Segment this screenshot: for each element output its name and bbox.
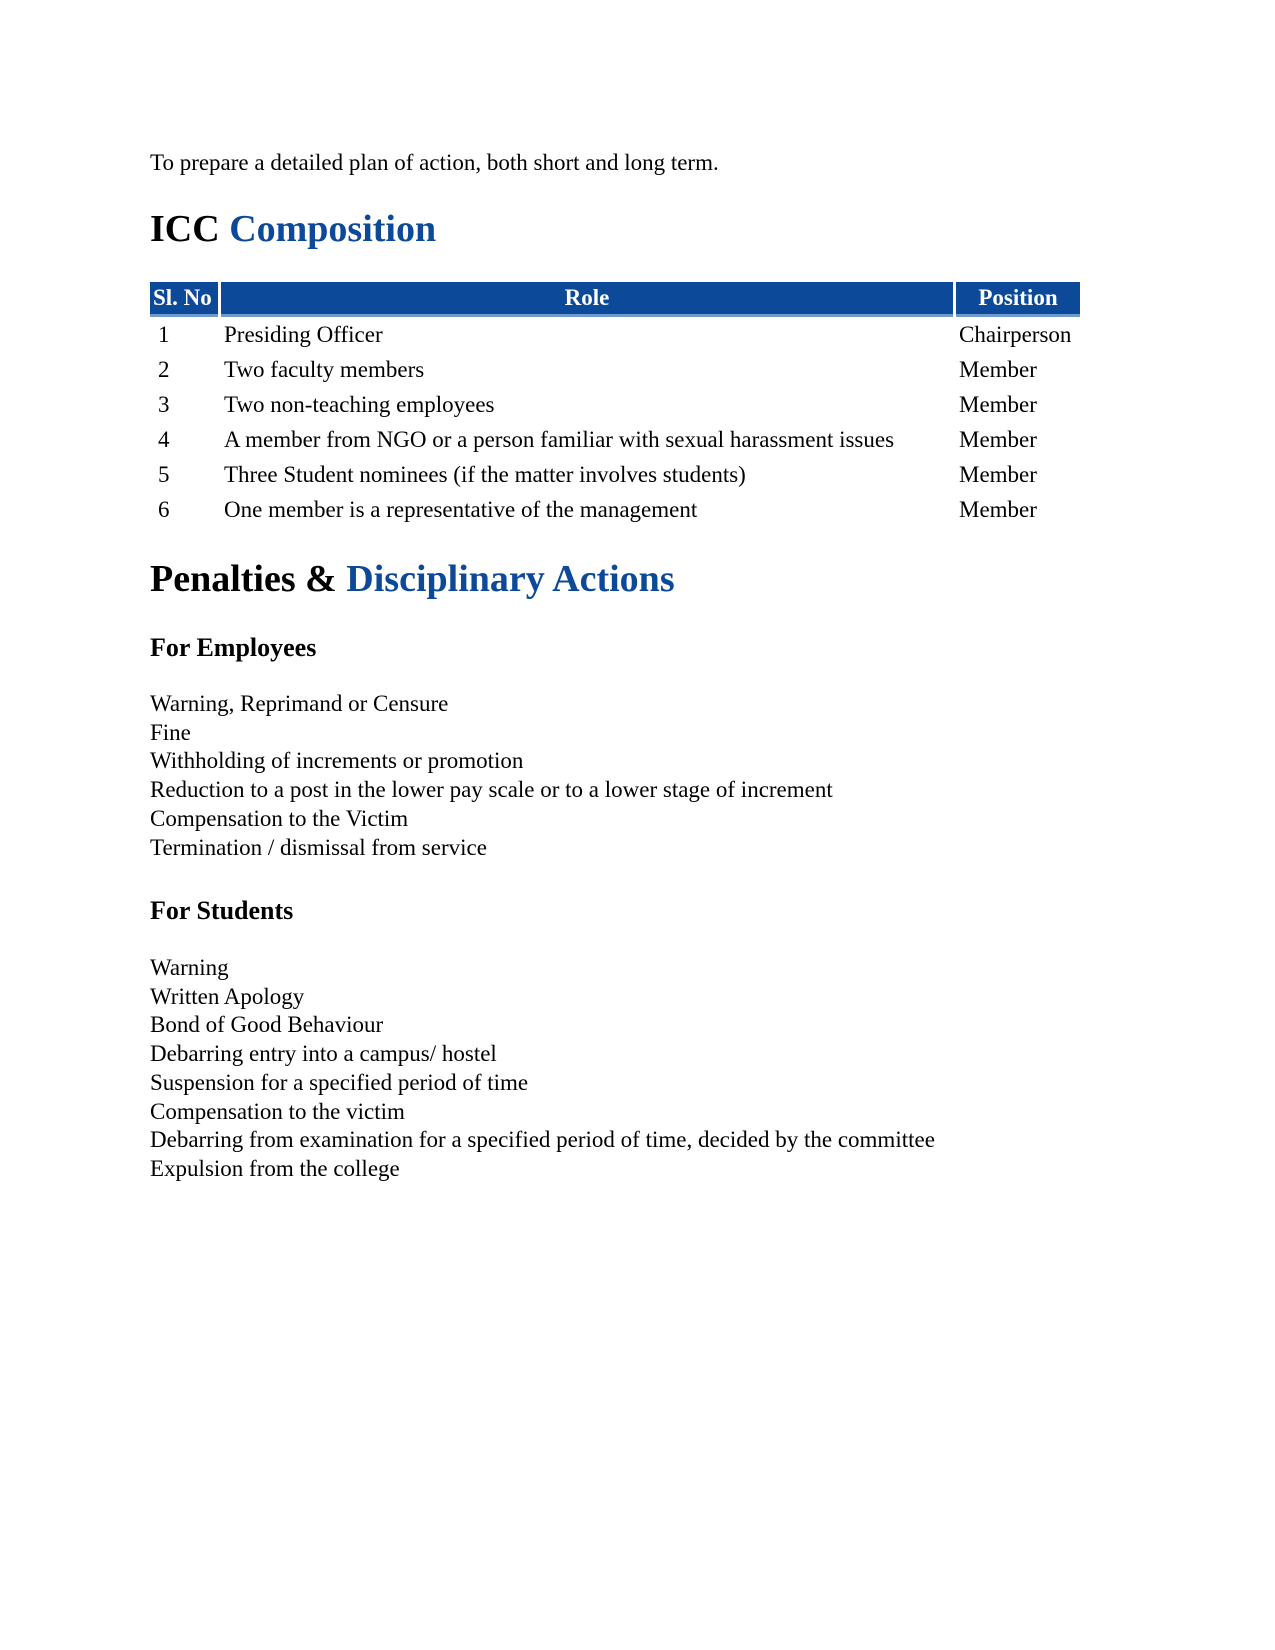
cell-sl-no: 4 bbox=[158, 426, 170, 452]
heading-black-part: Penalties & bbox=[150, 558, 337, 600]
cell-role: A member from NGO or a person familiar with sexual harassment issues bbox=[224, 426, 895, 452]
cell-role: Two non-teaching employees bbox=[224, 391, 495, 417]
heading-accent-part: Composition bbox=[229, 208, 437, 250]
employees-penalty-list bbox=[150, 690, 833, 862]
table-row bbox=[150, 422, 1080, 457]
heading-black-part: ICC bbox=[150, 208, 220, 250]
header-role: Role bbox=[221, 282, 953, 317]
cell-sl-no: 3 bbox=[158, 391, 170, 417]
cell-position: Member bbox=[959, 356, 1037, 382]
list-item: Withholding of increments or promotion bbox=[150, 748, 524, 774]
cell-position: Member bbox=[959, 496, 1037, 522]
list-item: Debarring from examination for a specified period of time, decided by the committee bbox=[150, 1127, 935, 1153]
table-row bbox=[150, 492, 1080, 527]
cell-role: Three Student nominees (if the matter involves students) bbox=[224, 461, 746, 487]
list-item: Expulsion from the college bbox=[150, 1155, 400, 1181]
list-item: Warning, Reprimand or Censure bbox=[150, 691, 449, 716]
list-item: Written Apology bbox=[150, 983, 305, 1009]
header-sl-no: Sl. No bbox=[150, 282, 218, 317]
cell-sl-no: 5 bbox=[158, 461, 170, 487]
list-item: Fine bbox=[150, 719, 191, 745]
cell-position: Member bbox=[959, 426, 1037, 452]
cell-position: Member bbox=[959, 391, 1037, 417]
cell-role: One member is a representative of the management bbox=[224, 496, 698, 522]
list-item: Reduction to a post in the lower pay scale or to a lower stage of increment bbox=[150, 777, 833, 803]
list-item: Compensation to the victim bbox=[150, 1098, 405, 1124]
list-item: Suspension for a specified period of time bbox=[150, 1069, 529, 1095]
list-item: Termination / dismissal from service bbox=[150, 834, 487, 860]
list-item: Bond of Good Behaviour bbox=[150, 1012, 384, 1038]
table-row bbox=[150, 352, 1080, 387]
students-subheading: For Students bbox=[150, 896, 294, 925]
heading-accent-part: Disciplinary Actions bbox=[346, 558, 675, 600]
list-item: Compensation to the Victim bbox=[150, 805, 409, 831]
cell-sl-no: 6 bbox=[158, 496, 170, 522]
icc-composition-table bbox=[147, 282, 1083, 527]
table-row bbox=[150, 387, 1080, 422]
students-penalty-list bbox=[150, 954, 935, 1184]
cell-role: Two faculty members bbox=[224, 356, 425, 382]
employees-subheading: For Employees bbox=[150, 633, 317, 662]
cell-position: Chairperson bbox=[959, 321, 1072, 347]
header-position: Position bbox=[956, 282, 1080, 317]
intro-paragraph: To prepare a detailed plan of action, both short and long term. bbox=[150, 150, 719, 175]
list-item: Warning bbox=[150, 955, 229, 980]
cell-role: Presiding Officer bbox=[224, 321, 383, 347]
penalties-heading bbox=[150, 557, 675, 601]
table-row bbox=[150, 317, 1080, 352]
cell-sl-no: 1 bbox=[158, 321, 170, 347]
cell-position: Member bbox=[959, 461, 1037, 487]
list-item: Debarring entry into a campus/ hostel bbox=[150, 1041, 497, 1067]
cell-sl-no: 2 bbox=[158, 356, 170, 382]
table-row bbox=[150, 457, 1080, 492]
icc-composition-heading bbox=[150, 207, 436, 251]
table-header-row bbox=[150, 282, 1080, 317]
